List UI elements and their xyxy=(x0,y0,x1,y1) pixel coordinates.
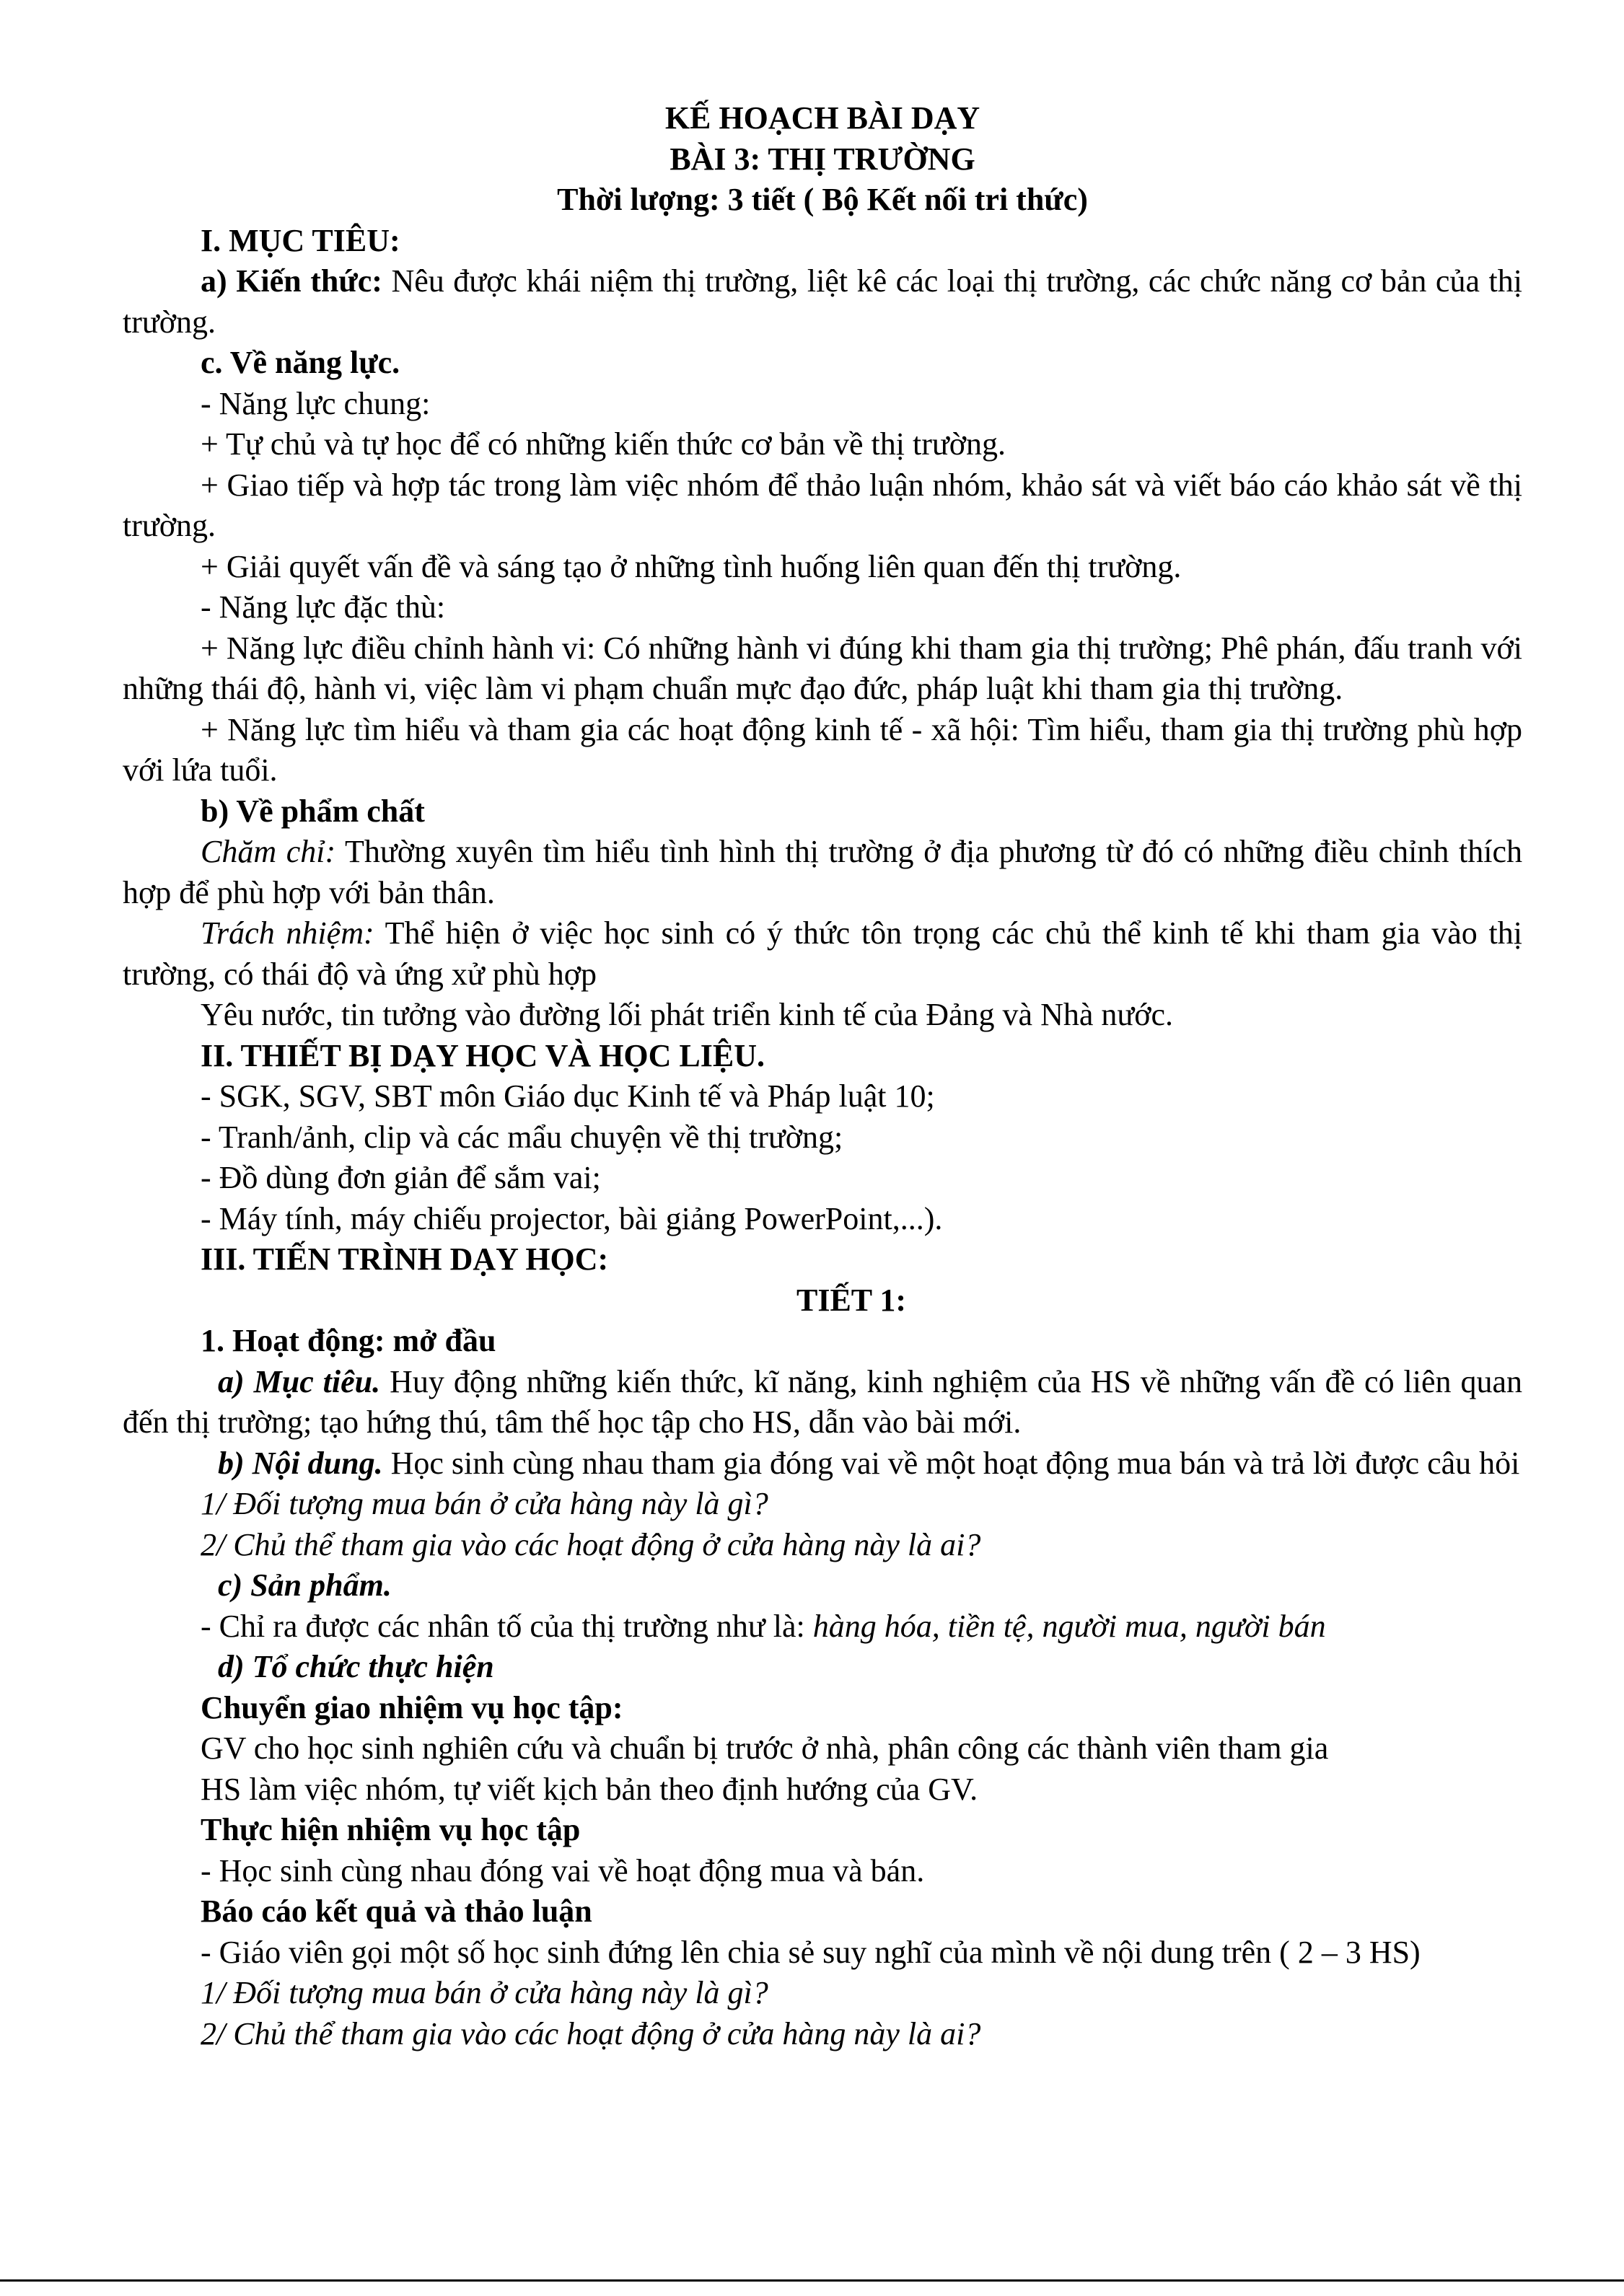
section-objectives-heading xyxy=(123,221,1522,262)
knowledge-text: Nêu được khái niệm thị trường, liệt kê các loại thị trường, các chức năng cơ bản của thị trường. xyxy=(123,263,1522,340)
specific-ability-label: - Năng lực đặc thù: xyxy=(201,589,446,625)
assign-line-2: HS làm việc nhóm, tự viết kịch bản theo định hướng của GV. xyxy=(201,1771,978,1807)
content-label: b) Nội dung. xyxy=(218,1445,383,1481)
equipment-item: - Đồ dùng đơn giản để sắm vai; xyxy=(201,1160,601,1195)
patriotism-line: Yêu nước, tin tưởng vào đường lối phát triển kinh tế của Đảng và Nhà nước. xyxy=(201,997,1174,1032)
question-1: 1/ Đối tượng mua bán ở cửa hàng này là gì? xyxy=(201,1486,768,1521)
equipment-item: - Tranh/ảnh, clip và các mẩu chuyện về thị trường; xyxy=(201,1119,843,1155)
report-line-1: - Giáo viên gọi một số học sinh đứng lên chia sẻ suy nghĩ của mình về nội dung trên ( 2 – 3 HS) xyxy=(201,1934,1421,1970)
doc-title: KẾ HOẠCH BÀI DẠY xyxy=(664,100,980,136)
assign-line-1: GV cho học sinh nghiên cứu và chuẩn bị trước ở nhà, phân công các thành viên tham gia xyxy=(201,1730,1329,1766)
document-body xyxy=(123,92,1522,2054)
equipment-item: - SGK, SGV, SBT môn Giáo dục Kinh tế và Pháp luật 10; xyxy=(201,1078,935,1114)
knowledge-label: a) Kiến thức: xyxy=(201,263,382,299)
question-2: 2/ Chủ thể tham gia vào các hoạt động ở cửa hàng này là ai? xyxy=(201,1526,981,1562)
report-heading: Báo cáo kết quả và thảo luận xyxy=(201,1893,592,1929)
assign-heading: Chuyển giao nhiệm vụ học tập: xyxy=(201,1689,623,1725)
goal-label: a) Mục tiêu. xyxy=(218,1363,381,1399)
content-text: Học sinh cùng nhau tham gia đóng vai về một hoạt động mua bán và trả lời được câu hỏi xyxy=(382,1445,1520,1481)
organize-label: d) Tổ chức thực hiện xyxy=(218,1649,494,1684)
perform-line-1: - Học sinh cùng nhau đóng vai về hoạt động mua và bán. xyxy=(201,1852,925,1888)
knowledge-paragraph xyxy=(123,261,1522,343)
report-question-1: 1/ Đối tượng mua bán ở cửa hàng này là gì? xyxy=(201,1975,768,2010)
product-label: c) Sản phẩm. xyxy=(218,1567,392,1603)
specific-ability-1: + Năng lực điều chỉnh hành vi: Có những hành vi đúng khi tham gia thị trường; Phê phán, đấu tranh với những thái độ, hành vi, việc làm vi phạm chuẩn mực đạo đức, pháp luật khi tham gia thị trường. xyxy=(123,630,1522,706)
general-ability-label: - Năng lực chung: xyxy=(201,385,431,421)
responsibility-label: Trách nhiệm: xyxy=(201,915,374,951)
product-factors: hàng hóa, tiền tệ, người mua, người bán xyxy=(812,1608,1326,1644)
perform-heading: Thực hiện nhiệm vụ học tập xyxy=(201,1812,581,1847)
section-objectives-heading-text: I. MỤC TIÊU: xyxy=(201,222,400,258)
goal-paragraph xyxy=(123,1362,1522,1443)
ability-heading: c. Về năng lực. xyxy=(201,345,400,380)
diligence-paragraph xyxy=(123,832,1522,913)
specific-ability-2: + Năng lực tìm hiểu và tham gia các hoạt động kinh tế - xã hội: Tìm hiểu, tham gia thị trường phù hợp với lứa tuổi. xyxy=(123,711,1522,788)
general-ability-2: + Giao tiếp và hợp tác trong làm việc nhóm để thảo luận nhóm, khảo sát và viết báo cáo khảo sát về thị trường. xyxy=(123,467,1522,543)
content-paragraph xyxy=(123,1443,1522,1485)
page-bottom-rule xyxy=(0,2279,1624,2282)
product-text: - Chỉ ra được các nhân tố của thị trường như là: xyxy=(201,1608,813,1644)
duration-line: Thời lượng: 3 tiết ( Bộ Kết nối tri thức) xyxy=(557,182,1088,217)
section-equipment-heading: II. THIẾT BỊ DẠY HỌC VÀ HỌC LIỆU. xyxy=(201,1037,765,1073)
activity-heading: 1. Hoạt động: mở đầu xyxy=(201,1323,496,1358)
responsibility-paragraph xyxy=(123,913,1522,995)
diligence-text: Thường xuyên tìm hiểu tình hình thị trường ở địa phương từ đó có những điều chỉnh thích hợp để phù hợp với bản thân. xyxy=(123,834,1523,910)
section-process-heading: III. TIẾN TRÌNH DẠY HỌC: xyxy=(201,1241,609,1277)
diligence-label: Chăm chỉ: xyxy=(201,834,336,869)
general-ability-3: + Giải quyết vấn đề và sáng tạo ở những tình huống liên quan đến thị trường. xyxy=(201,548,1182,584)
quality-heading: b) Về phẩm chất xyxy=(201,793,425,829)
period-title: TIẾT 1: xyxy=(796,1282,907,1318)
report-question-2: 2/ Chủ thể tham gia vào các hoạt động ở cửa hàng này là ai? xyxy=(201,2015,981,2051)
general-ability-1: + Tự chủ và tự học để có những kiến thức cơ bản về thị trường. xyxy=(201,426,1006,462)
equipment-item: - Máy tính, máy chiếu projector, bài giảng PowerPoint,...). xyxy=(201,1200,943,1236)
product-paragraph xyxy=(123,1606,1522,1648)
responsibility-text: Thể hiện ở việc học sinh có ý thức tôn trọng các chủ thể kinh tế khi tham gia vào thị trường, có thái độ và ứng xử phù hợp xyxy=(123,915,1522,992)
goal-text: Huy động những kiến thức, kĩ năng, kinh nghiệm của HS về những vấn đề có liên quan đến thị trường; tạo hứng thú, tâm thế học tập cho HS, dẫn vào bài mới. xyxy=(123,1363,1522,1440)
lesson-title: BÀI 3: THỊ TRƯỜNG xyxy=(670,141,975,177)
